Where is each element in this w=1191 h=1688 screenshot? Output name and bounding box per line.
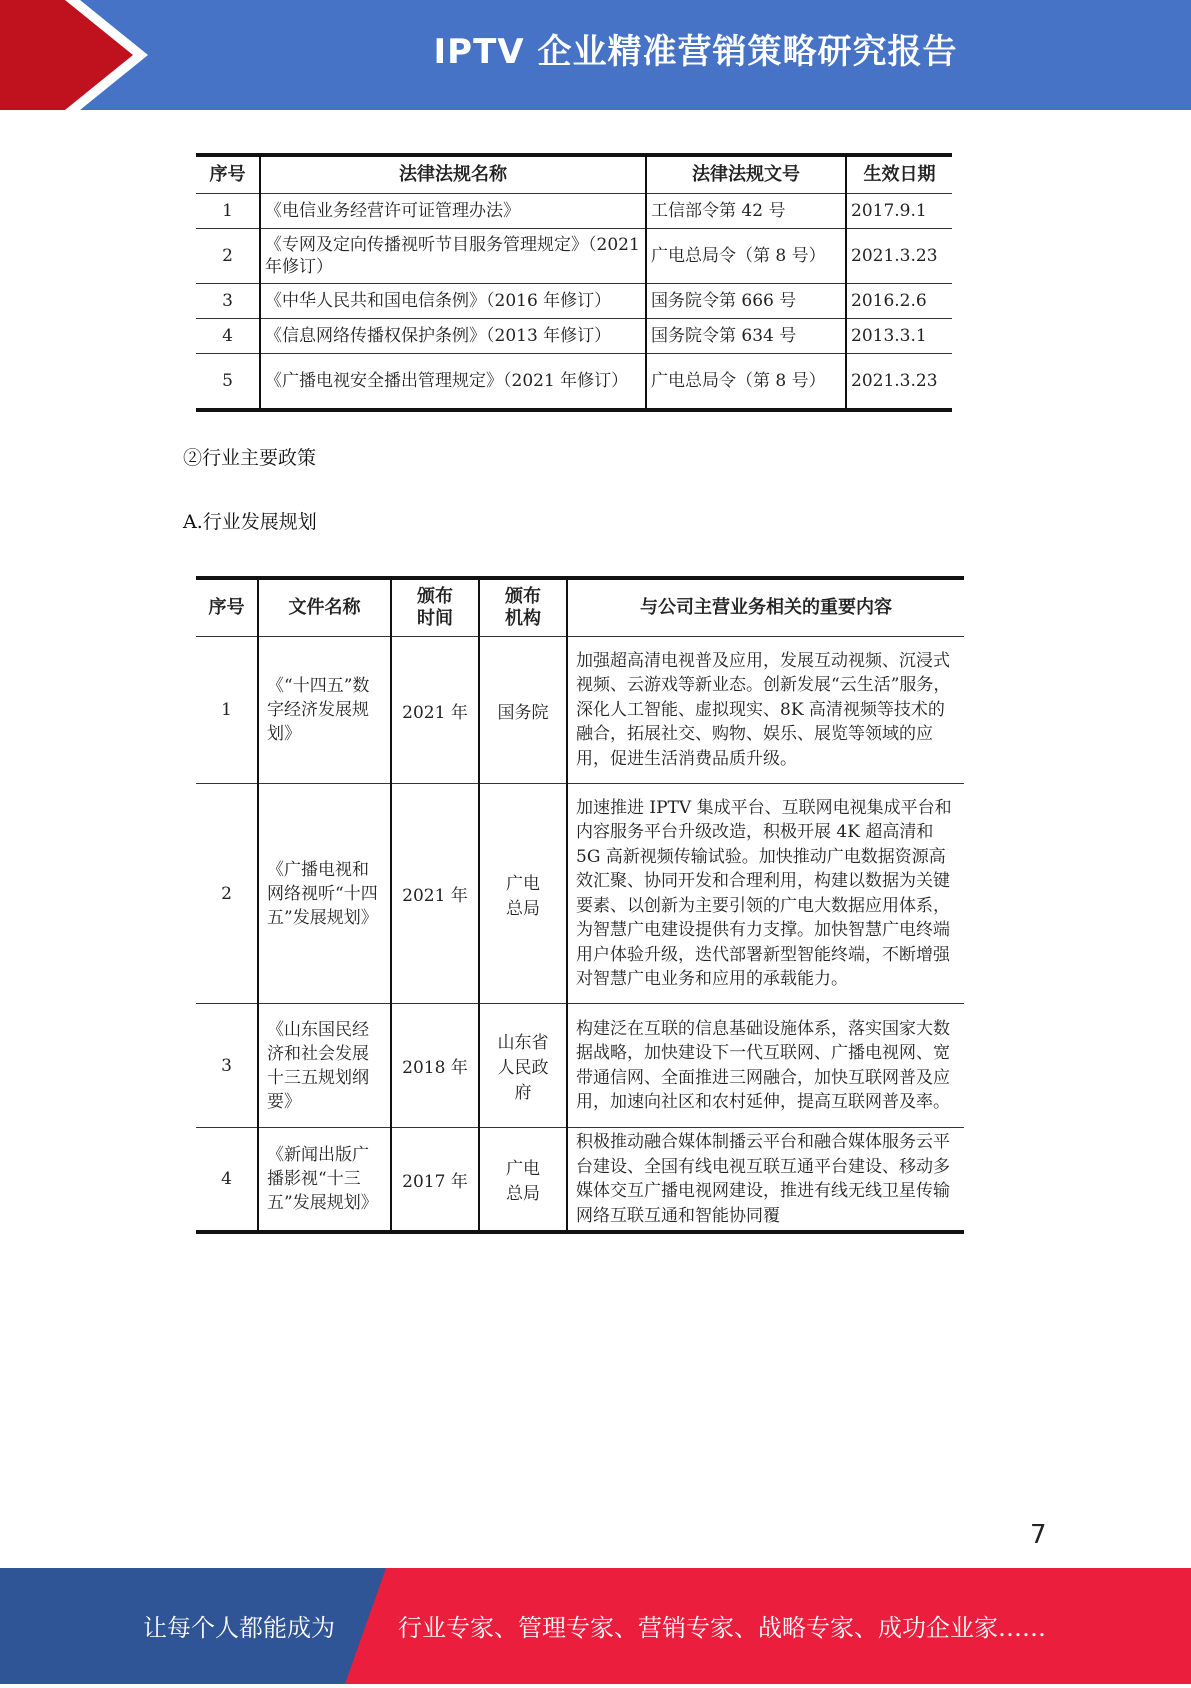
table-row xyxy=(196,1128,964,1233)
regulation-number: 广电总局令（第 8 号） xyxy=(646,229,846,284)
key-content: 积极推动融合媒体制播云平台和融合媒体服务云平台建设、全国有线电视互联互通平台建设、移动多媒体交互广播电视网建设，推进有线无线卫星传输网络互联互通和智能协同覆 xyxy=(567,1128,964,1233)
issue-date: 2018 年 xyxy=(391,1004,479,1128)
table-header-row xyxy=(196,578,964,637)
column-header: 生效日期 xyxy=(846,155,952,194)
regulation-name: 《专网及定向传播视听节目服务管理规定》（2021 年修订） xyxy=(260,229,646,284)
effective-date: 2013.3.1 xyxy=(846,319,952,354)
regulation-name: 《信息网络传播权保护条例》（2013 年修订） xyxy=(260,319,646,354)
column-header: 与公司主营业务相关的重要内容 xyxy=(567,578,964,637)
page-number: 7 xyxy=(1030,1520,1047,1550)
effective-date: 2017.9.1 xyxy=(846,194,952,229)
column-header: 法律法规文号 xyxy=(646,155,846,194)
regulation-number: 国务院令第 666 号 xyxy=(646,284,846,319)
column-header: 法律法规名称 xyxy=(260,155,646,194)
document-name: 《新闻出版广播影视“十三五”发展规划》 xyxy=(258,1128,391,1233)
key-content: 加强超高清电视普及应用，发展互动视频、沉浸式视频、云游戏等新业态。创新发展“云生活”服务，深化人工智能、虚拟现实、8K 高清视频等技术的融合，拓展社交、购物、娱乐、展览等领域的应用，促进生活消费品质升级。 xyxy=(567,637,964,784)
section-heading: ②行业主要政策 xyxy=(183,447,317,469)
document-name: 《广播电视和网络视听“十四五”发展规划》 xyxy=(258,784,391,1004)
regulation-name: 《电信业务经营许可证管理办法》 xyxy=(260,194,646,229)
issue-date: 2021 年 xyxy=(391,637,479,784)
column-header: 文件名称 xyxy=(258,578,391,637)
table-row xyxy=(196,194,952,229)
document-name: 《山东国民经济和社会发展十三五规划纲要》 xyxy=(258,1004,391,1128)
issuing-authority: 广电总局 xyxy=(479,784,567,1004)
issue-date: 2017 年 xyxy=(391,1128,479,1233)
column-header: 序号 xyxy=(196,578,258,637)
row-number: 3 xyxy=(196,1004,258,1128)
column-header: 颁布时间 xyxy=(391,578,479,637)
document-name: 《“十四五”数字经济发展规划》 xyxy=(258,637,391,784)
table-row xyxy=(196,229,952,284)
regulation-name: 《中华人民共和国电信条例》（2016 年修订） xyxy=(260,284,646,319)
row-number: 4 xyxy=(196,319,260,354)
effective-date: 2021.3.23 xyxy=(846,354,952,411)
issuing-authority: 国务院 xyxy=(479,637,567,784)
table-row xyxy=(196,319,952,354)
table-row xyxy=(196,637,964,784)
regulation-number: 国务院令第 634 号 xyxy=(646,319,846,354)
footer-slogan-right: 行业专家、管理专家、营销专家、战略专家、成功企业家…… xyxy=(398,1614,1046,1642)
header-chevron-decoration xyxy=(0,0,150,110)
page-footer xyxy=(0,1568,1191,1684)
effective-date: 2021.3.23 xyxy=(846,229,952,284)
footer-slogan-left: 让每个人都能成为 xyxy=(143,1614,335,1642)
key-content: 构建泛在互联的信息基础设施体系，落实国家大数据战略，加快建设下一代互联网、广播电视网、宽带通信网、全面推进三网融合，加快互联网普及应用，加速向社区和农村延伸，提高互联网普及率。 xyxy=(567,1004,964,1128)
page-header xyxy=(0,0,1191,110)
regulation-number: 广电总局令（第 8 号） xyxy=(646,354,846,411)
issue-date: 2021 年 xyxy=(391,784,479,1004)
table-row xyxy=(196,784,964,1004)
table-header-row xyxy=(196,155,952,194)
table-row xyxy=(196,284,952,319)
row-number: 5 xyxy=(196,354,260,411)
page-title: IPTV 企业精准营销策略研究报告 xyxy=(433,32,958,72)
row-number: 1 xyxy=(196,637,258,784)
effective-date: 2016.2.6 xyxy=(846,284,952,319)
column-header: 颁布机构 xyxy=(479,578,567,637)
row-number: 2 xyxy=(196,229,260,284)
key-content: 加速推进 IPTV 集成平台、互联网电视集成平台和内容服务平台升级改造，积极开展 4K 超高清和 5G 高新视频传输试验。加快推动广电数据资源高效汇聚、协同开发和合理利用，构建以数据为关键要素、以创新为主要引领的广电大数据应用体系，为智慧广电建设提供有力支撑。加快智慧广电终端用户体验升级，迭代部署新型智能终端，不断增强对智慧广电业务和应用的承载能力。 xyxy=(567,784,964,1004)
industry-plans-table xyxy=(196,576,964,1234)
issuing-authority: 广电总局 xyxy=(479,1128,567,1233)
regulation-name: 《广播电视安全播出管理规定》（2021 年修订） xyxy=(260,354,646,411)
column-header: 序号 xyxy=(196,155,260,194)
regulations-table xyxy=(196,153,952,412)
row-number: 2 xyxy=(196,784,258,1004)
regulation-number: 工信部令第 42 号 xyxy=(646,194,846,229)
table-row xyxy=(196,1004,964,1128)
table-row xyxy=(196,354,952,411)
row-number: 3 xyxy=(196,284,260,319)
issuing-authority: 山东省人民政府 xyxy=(479,1004,567,1128)
row-number: 4 xyxy=(196,1128,258,1233)
section-subheading: A.行业发展规划 xyxy=(183,511,317,533)
row-number: 1 xyxy=(196,194,260,229)
